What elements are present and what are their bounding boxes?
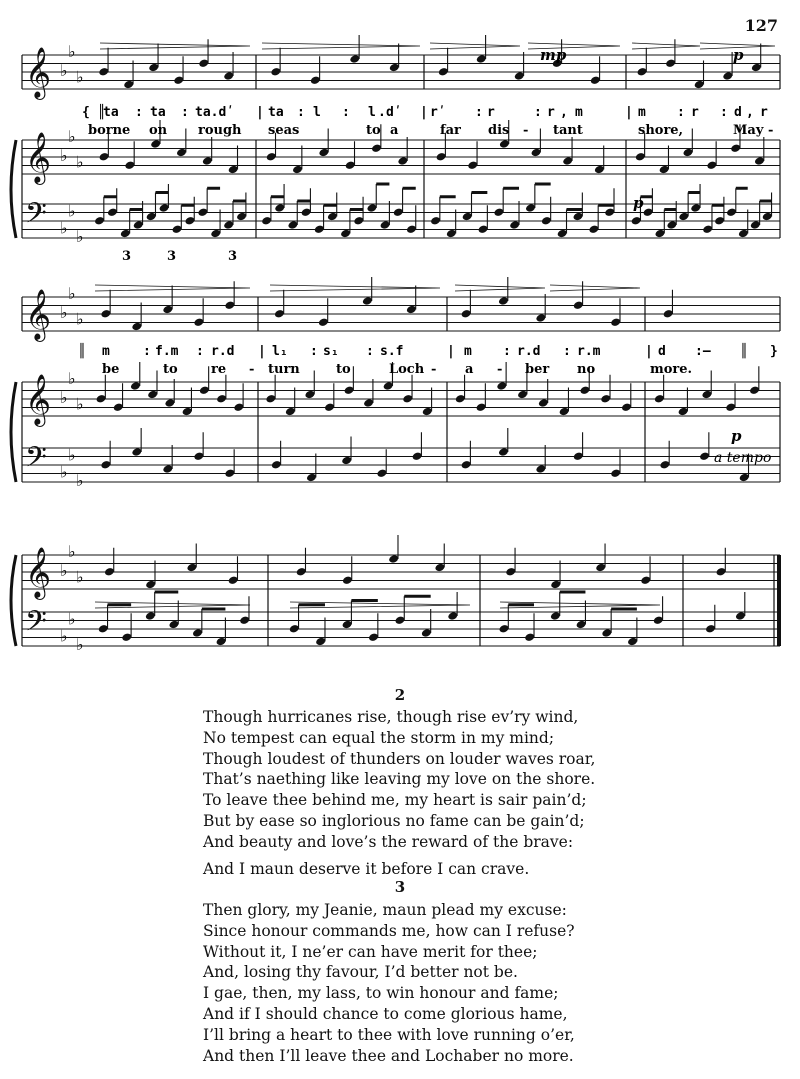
- verse-line: And then I’ll leave thee and Lochaber no more.: [203, 1046, 574, 1065]
- lyric-syllable: May: [733, 123, 764, 138]
- verse-line: Since honour commands me, how can I refuse?: [203, 921, 575, 940]
- flat-icon: ♭: [76, 471, 84, 490]
- flat-icon: ♭: [68, 41, 76, 61]
- lyric-syllable: tant: [553, 123, 583, 138]
- lyric-syllable: -: [768, 123, 774, 138]
- solfa-token: |: [258, 344, 266, 359]
- flat-icon: ♭: [68, 283, 76, 303]
- lyric-syllable: ber: [525, 362, 550, 377]
- flat-icon: ♭: [60, 303, 68, 322]
- solfa-token: r: [760, 105, 768, 120]
- verse-line: I’ll bring a heart to thee with love running o’er,: [203, 1025, 575, 1044]
- verse-line: And, losing thy favour, I’d better not be.: [203, 963, 518, 982]
- solfa-token: |: [625, 105, 633, 120]
- flat-icon: ♭: [60, 462, 68, 482]
- solfa-token: ta: [150, 105, 166, 120]
- solfa-token: r: [547, 105, 555, 120]
- lyric-syllable: dis: [488, 123, 510, 138]
- treble-clef-icon: 𝄞: [25, 132, 52, 183]
- lyric-syllable: -: [523, 123, 529, 138]
- solfa-token: :: [135, 105, 143, 120]
- solfa-token: r.d: [517, 344, 541, 359]
- lyric-syllable: shore,: [638, 123, 684, 138]
- crescendo-hairpin: [550, 285, 640, 291]
- solfa-token: ta.dʹ: [195, 105, 235, 120]
- solfa-token: ,: [560, 105, 568, 120]
- verse-2: [203, 707, 763, 879]
- solfa-token: r.d: [211, 344, 235, 359]
- lyric-syllable: far: [440, 123, 461, 138]
- dynamic-mp: mp: [540, 46, 567, 64]
- treble-clef-icon: 𝄞: [25, 47, 52, 98]
- verse-line: But by ease so inglorious no fame can be gain’d;: [203, 811, 585, 830]
- lyric-syllable: a: [390, 123, 399, 138]
- solfa-token: :: [196, 344, 204, 359]
- verse-line: And if I should chance to come glorious hame,: [203, 1004, 568, 1023]
- lyric-syllable: be: [102, 362, 120, 377]
- solfa-token: .: [378, 105, 386, 120]
- solfa-token: |: [645, 344, 653, 359]
- treble-clef-icon: 𝄞: [25, 374, 52, 425]
- solfa-token: |: [256, 105, 264, 120]
- solfa-token: ta: [268, 105, 284, 120]
- lyric-syllable: -: [497, 362, 503, 377]
- solfa-token: ║: [740, 344, 748, 359]
- flat-icon: ♭: [68, 445, 76, 465]
- lyrics-line-1: [88, 123, 773, 138]
- solfa-token: d: [658, 344, 666, 359]
- solfa-line-1: [82, 103, 768, 120]
- solfa-token: :: [310, 344, 318, 359]
- solfa-token: :: [181, 105, 189, 120]
- verse-line: Then glory, my Jeanie, maun plead my excuse:: [203, 901, 567, 919]
- solfa-token: m: [575, 105, 583, 120]
- crescendo-hairpin: [262, 43, 420, 49]
- crescendo-hairpin: [430, 43, 520, 49]
- bass-clef-icon: 𝄢: [25, 197, 47, 237]
- lyric-syllable: to: [336, 362, 351, 377]
- verse-line: I gae, then, my lass, to win honour and fame;: [203, 984, 559, 1003]
- dynamic-p-accompaniment-2: p: [731, 427, 742, 445]
- solfa-token: :: [534, 105, 542, 120]
- solfa-token: :: [143, 344, 151, 359]
- solfa-token: dʹ: [386, 105, 402, 120]
- treble-clef-icon: 𝄞: [25, 289, 52, 340]
- dynamic-p-accompaniment: p: [633, 194, 644, 212]
- solfa-token: ta: [103, 105, 119, 120]
- lyric-syllable: seas: [268, 123, 300, 138]
- verse-line: And beauty and love’s the reward of the brave:: [203, 832, 574, 851]
- solfa-token: s₁: [323, 344, 339, 359]
- solfa-line-2: [78, 342, 778, 359]
- solfa-token: ║: [78, 344, 86, 359]
- crescendo-hairpin: [632, 43, 700, 49]
- verse-number-3: 3: [394, 878, 406, 896]
- verse-line: That’s naething like leaving my love on the shore.: [203, 770, 596, 789]
- flat-icon: ♭: [68, 609, 76, 629]
- dynamic-p: p: [733, 46, 744, 64]
- verse-line: Though loudest of thunders on louder waves roar,: [203, 749, 596, 768]
- flat-icon: ♭: [60, 146, 68, 165]
- lyric-syllable: -: [249, 362, 255, 377]
- triplet-number: 3: [122, 249, 132, 264]
- flat-icon: ♭: [60, 218, 68, 238]
- crescendo-hairpin: [455, 285, 545, 291]
- solfa-token: d: [734, 105, 742, 120]
- bass-clef-icon: 𝄢: [25, 605, 47, 645]
- solfa-token: f.m: [155, 344, 179, 359]
- flat-icon: ♭: [68, 126, 76, 146]
- lyric-syllable: more.: [650, 362, 693, 377]
- lyric-syllable: rough: [198, 123, 242, 138]
- triplet-number: 3: [228, 249, 238, 264]
- triplet-number: 3: [167, 249, 177, 264]
- verse-number-2: 2: [394, 686, 406, 704]
- solfa-token: :: [503, 344, 511, 359]
- solfa-token: :: [677, 105, 685, 120]
- tempo-marking: a tempo: [714, 450, 772, 466]
- brace-icon: [11, 140, 16, 238]
- flat-icon: ♭: [76, 635, 84, 654]
- lyric-syllable: borne: [88, 123, 131, 138]
- solfa-token: m: [464, 344, 472, 359]
- flat-icon: ♭: [60, 561, 68, 580]
- verse-line: And I maun deserve it before I can crave.: [203, 859, 530, 878]
- solfa-token: :: [475, 105, 483, 120]
- bass-clef-icon: 𝄢: [25, 441, 47, 481]
- verse-3: [203, 900, 763, 1066]
- solfa-token: :: [563, 344, 571, 359]
- flat-icon: ♭: [76, 227, 84, 246]
- lyric-syllable: turn: [268, 362, 300, 377]
- treble-clef-icon: 𝄞: [25, 547, 52, 598]
- solfa-token: m: [102, 344, 110, 359]
- lyric-syllable: -: [431, 362, 437, 377]
- flat-icon: ♭: [60, 626, 68, 646]
- solfa-token: s.f: [380, 344, 404, 359]
- flat-icon: ♭: [68, 368, 76, 388]
- flat-icon: ♭: [68, 201, 76, 221]
- brace-icon: [11, 382, 16, 482]
- crescendo-hairpin: [270, 285, 440, 291]
- verse-line: Without it, I ne’er can have merit for thee;: [203, 942, 538, 961]
- lyrics-line-2: [102, 362, 692, 377]
- solfa-token: rʹ: [430, 105, 446, 120]
- flat-icon: ♭: [76, 67, 84, 87]
- solfa-token: :: [720, 105, 728, 120]
- flat-icon: ♭: [60, 388, 68, 407]
- brace-icon: [11, 555, 16, 646]
- flat-icon: ♭: [76, 152, 84, 172]
- solfa-token: m: [638, 105, 646, 120]
- solfa-token: l: [368, 105, 376, 120]
- solfa-token: r.m: [577, 344, 601, 359]
- solfa-token: |: [420, 105, 428, 120]
- solfa-token: }: [770, 344, 778, 359]
- verse-line: No tempest can equal the storm in my mind;: [203, 728, 555, 747]
- solfa-token: :: [366, 344, 374, 359]
- solfa-token: { ║: [82, 105, 106, 120]
- flat-icon: ♭: [76, 394, 84, 414]
- flat-icon: ♭: [76, 567, 84, 587]
- solfa-token: r: [691, 105, 699, 120]
- lyric-syllable: re: [211, 362, 227, 377]
- verse-line: To leave thee behind me, my heart is sair pain’d;: [203, 791, 587, 810]
- verse-line: Though hurricanes rise, though rise ev’ry wind,: [203, 708, 579, 726]
- lyric-syllable: no: [577, 362, 596, 377]
- flat-icon: ♭: [76, 309, 84, 329]
- lyric-syllable: on: [149, 123, 168, 138]
- solfa-token: :—: [695, 344, 711, 359]
- lyric-syllable: to: [366, 123, 381, 138]
- flat-icon: ♭: [68, 541, 76, 561]
- page-number: 127: [744, 16, 778, 35]
- solfa-token: ,: [746, 105, 754, 120]
- lyric-syllable: Loch: [389, 362, 425, 377]
- solfa-token: |: [447, 344, 455, 359]
- crescendo-hairpin: [100, 43, 250, 49]
- lyric-syllable: to: [163, 362, 178, 377]
- solfa-token: :: [342, 105, 350, 120]
- flat-icon: ♭: [60, 61, 68, 80]
- solfa-token: l₁: [272, 344, 288, 359]
- solfa-token: :: [297, 105, 305, 120]
- solfa-token: l: [313, 105, 321, 120]
- lyric-syllable: a: [465, 362, 474, 377]
- solfa-token: r: [487, 105, 495, 120]
